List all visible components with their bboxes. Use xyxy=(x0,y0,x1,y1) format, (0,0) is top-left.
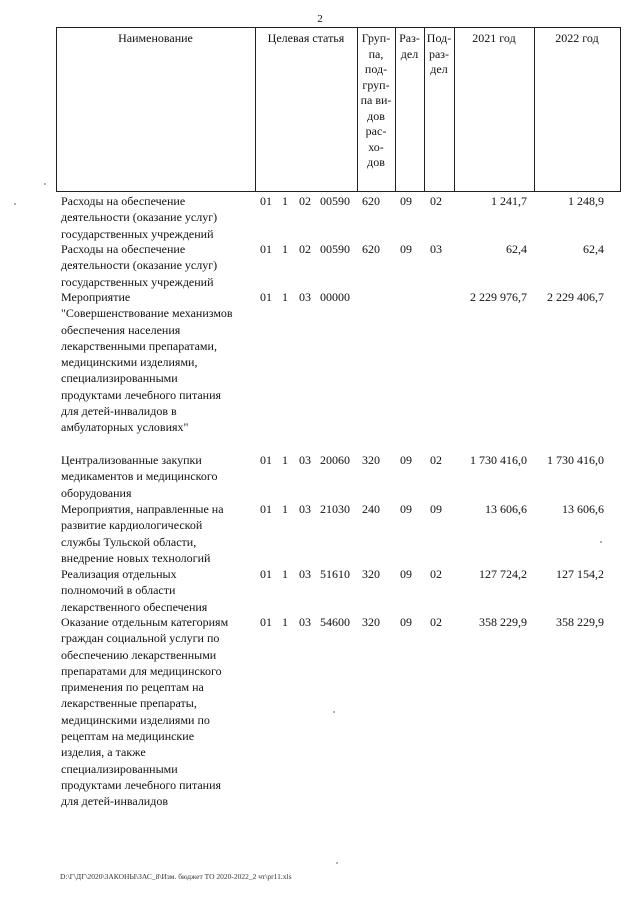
scan-speck xyxy=(336,862,338,864)
row-name-line: лекарственные препараты, xyxy=(61,696,197,711)
row-name-line: для детей-инвалидов в xyxy=(61,404,177,419)
row-name xyxy=(61,289,257,436)
row-name-line: Централизованные закупки xyxy=(61,453,202,467)
scan-speck xyxy=(333,711,335,713)
row-value-2021: 1 730 416,0 xyxy=(470,453,527,467)
header-subsection-line: раз- xyxy=(428,46,450,61)
row-name-line: специализированными xyxy=(61,371,178,386)
row-name-line: продуктами лечебного питания xyxy=(61,777,222,792)
row-name xyxy=(61,193,257,242)
row-name-line: изделия, а также xyxy=(61,745,146,760)
row-name-line: медикаментов и медицинского xyxy=(61,469,218,484)
row-code-2: 1 xyxy=(282,242,288,256)
scan-speck xyxy=(14,203,16,205)
row-value-2022: 2 229 406,7 xyxy=(547,290,604,304)
row-code-3: 03 xyxy=(299,290,311,304)
row-code-1: 01 xyxy=(260,242,272,256)
scan-speck xyxy=(600,541,602,543)
row-name-line: обеспечению лекарственными xyxy=(61,647,217,662)
row-name xyxy=(61,241,257,290)
file-path-footer: D:\Г\ДГ\2020\ЗАКОНЫ\ЗАС_8\Изм. бюджет ТО 2020-2022_2 чт\pr11.xls xyxy=(60,872,292,881)
row-code-4: 51610 xyxy=(320,567,350,581)
header-section-line: дел xyxy=(400,46,419,61)
row-name-line: деятельности (оказание услуг) xyxy=(61,210,218,225)
row-code-4: 00590 xyxy=(320,242,350,256)
row-code-3: 03 xyxy=(299,567,311,581)
row-section: 09 xyxy=(400,453,412,467)
header-group-line: груп- xyxy=(362,77,390,92)
row-name-line: медицинскими изделиями, xyxy=(61,355,198,370)
header-group-line: па, xyxy=(368,46,384,61)
row-code-4: 00000 xyxy=(320,290,350,304)
row-name-line: Мероприятие xyxy=(61,290,131,304)
row-name-line: внедрение новых технологий xyxy=(61,550,211,565)
row-group: 320 xyxy=(362,615,380,629)
row-code-2: 1 xyxy=(282,290,288,304)
row-value-2022: 358 229,9 xyxy=(556,615,604,629)
row-name-line: Расходы на обеспечение xyxy=(61,242,186,256)
row-code-4: 20060 xyxy=(320,453,350,467)
row-code-2: 1 xyxy=(282,453,288,467)
row-code-3: 03 xyxy=(299,453,311,467)
row-name-line: государственных учреждений xyxy=(61,274,214,289)
row-name-line: применения по рецептам на xyxy=(61,680,204,695)
row-value-2021: 2 229 976,7 xyxy=(470,290,527,304)
row-name-line: рецептам на медицинские xyxy=(61,729,195,744)
row-code-3: 03 xyxy=(299,615,311,629)
row-code-3: 02 xyxy=(299,194,311,208)
row-name-line: лекарственного обеспечения xyxy=(61,599,208,614)
header-group-line: хо- xyxy=(368,139,384,154)
row-name-line: Мероприятия, направленные на xyxy=(61,502,224,516)
row-value-2022: 13 606,6 xyxy=(562,502,604,516)
row-subsection: 02 xyxy=(430,194,442,208)
row-value-2021: 1 241,7 xyxy=(491,194,527,208)
row-name-line: "Совершенствование механизмов xyxy=(61,306,233,321)
row-code-4: 54600 xyxy=(320,615,350,629)
header-year-2021: 2021 год xyxy=(472,31,516,45)
row-group: 620 xyxy=(362,194,380,208)
header-subsection-line: дел xyxy=(430,62,448,76)
header-section-line: Раз- xyxy=(399,31,420,45)
row-name-line: оборудования xyxy=(61,485,132,500)
row-value-2021: 13 606,6 xyxy=(485,502,527,516)
row-section: 09 xyxy=(400,242,412,256)
row-name xyxy=(61,614,257,810)
page-number: 2 xyxy=(317,13,323,25)
row-code-2: 1 xyxy=(282,502,288,516)
header-group xyxy=(357,31,395,171)
row-name-line: лекарственными препаратами, xyxy=(61,338,217,353)
row-code-1: 01 xyxy=(260,453,272,467)
header-subsection-line: Под- xyxy=(426,31,452,45)
row-subsection: 02 xyxy=(430,615,442,629)
row-code-4: 00590 xyxy=(320,194,350,208)
row-value-2022: 1 730 416,0 xyxy=(547,453,604,467)
row-code-3: 02 xyxy=(299,242,311,256)
header-group-line: Груп- xyxy=(361,31,391,45)
row-subsection: 03 xyxy=(430,242,442,256)
row-name xyxy=(61,501,257,566)
row-code-2: 1 xyxy=(282,194,288,208)
row-group: 620 xyxy=(362,242,380,256)
row-code-1: 01 xyxy=(260,502,272,516)
row-name-line: препаратами для медицинского xyxy=(61,663,222,678)
row-name-line: деятельности (оказание услуг) xyxy=(61,258,218,273)
row-name xyxy=(61,452,257,501)
row-name-line: службы Тульской области, xyxy=(61,534,197,549)
row-name-line: для детей-инвалидов xyxy=(61,794,168,809)
row-section: 09 xyxy=(400,615,412,629)
row-value-2022: 1 248,9 xyxy=(568,194,604,208)
row-name-line: полномочий в области xyxy=(61,583,176,598)
row-code-1: 01 xyxy=(260,290,272,304)
row-name-line: Расходы на обеспечение xyxy=(61,194,186,208)
row-name-line: Реализация отдельных xyxy=(61,567,177,581)
row-code-2: 1 xyxy=(282,615,288,629)
row-name-line: государственных учреждений xyxy=(61,226,214,241)
scan-speck xyxy=(44,183,46,185)
row-code-4: 21030 xyxy=(320,502,350,516)
row-name-line: развитие кардиологической xyxy=(61,518,203,533)
row-value-2021: 358 229,9 xyxy=(479,615,527,629)
row-code-1: 01 xyxy=(260,194,272,208)
row-value-2021: 62,4 xyxy=(506,242,527,256)
header-year-2022: 2022 год xyxy=(555,31,599,45)
row-subsection: 02 xyxy=(430,453,442,467)
row-subsection: 02 xyxy=(430,567,442,581)
header-group-line: рас- xyxy=(365,124,387,138)
row-name-line: амбулаторных условиях" xyxy=(61,420,189,435)
row-name-line: медицинскими изделиями по xyxy=(61,712,210,727)
row-section: 09 xyxy=(400,502,412,516)
header-group-line: дов xyxy=(367,155,385,169)
header-name: Наименование xyxy=(118,31,193,45)
header-group-line: под- xyxy=(364,62,388,76)
row-section: 09 xyxy=(400,567,412,581)
row-subsection: 09 xyxy=(430,502,442,516)
row-value-2022: 127 154,2 xyxy=(556,567,604,581)
row-name-line: продуктами лечебного питания xyxy=(61,387,222,402)
header-group-line: дов xyxy=(367,108,385,123)
row-group: 240 xyxy=(362,502,380,516)
row-code-3: 03 xyxy=(299,502,311,516)
row-name xyxy=(61,566,257,615)
row-name-line: Оказание отдельным категориям xyxy=(61,615,229,629)
row-code-1: 01 xyxy=(260,615,272,629)
row-value-2022: 62,4 xyxy=(583,242,604,256)
row-group: 320 xyxy=(362,453,380,467)
header-group-line: па ви- xyxy=(360,93,392,107)
header-section xyxy=(395,31,424,62)
header-subsection xyxy=(424,31,454,78)
row-name-line: обеспечения населения xyxy=(61,322,181,337)
header-target-article: Целевая статья xyxy=(267,31,345,45)
row-section: 09 xyxy=(400,194,412,208)
table-header xyxy=(56,27,621,192)
row-group: 320 xyxy=(362,567,380,581)
row-code-2: 1 xyxy=(282,567,288,581)
row-code-1: 01 xyxy=(260,567,272,581)
row-name-line: специализированными xyxy=(61,761,178,776)
row-name-line: граждан социальной услуги по xyxy=(61,631,220,646)
row-value-2021: 127 724,2 xyxy=(479,567,527,581)
